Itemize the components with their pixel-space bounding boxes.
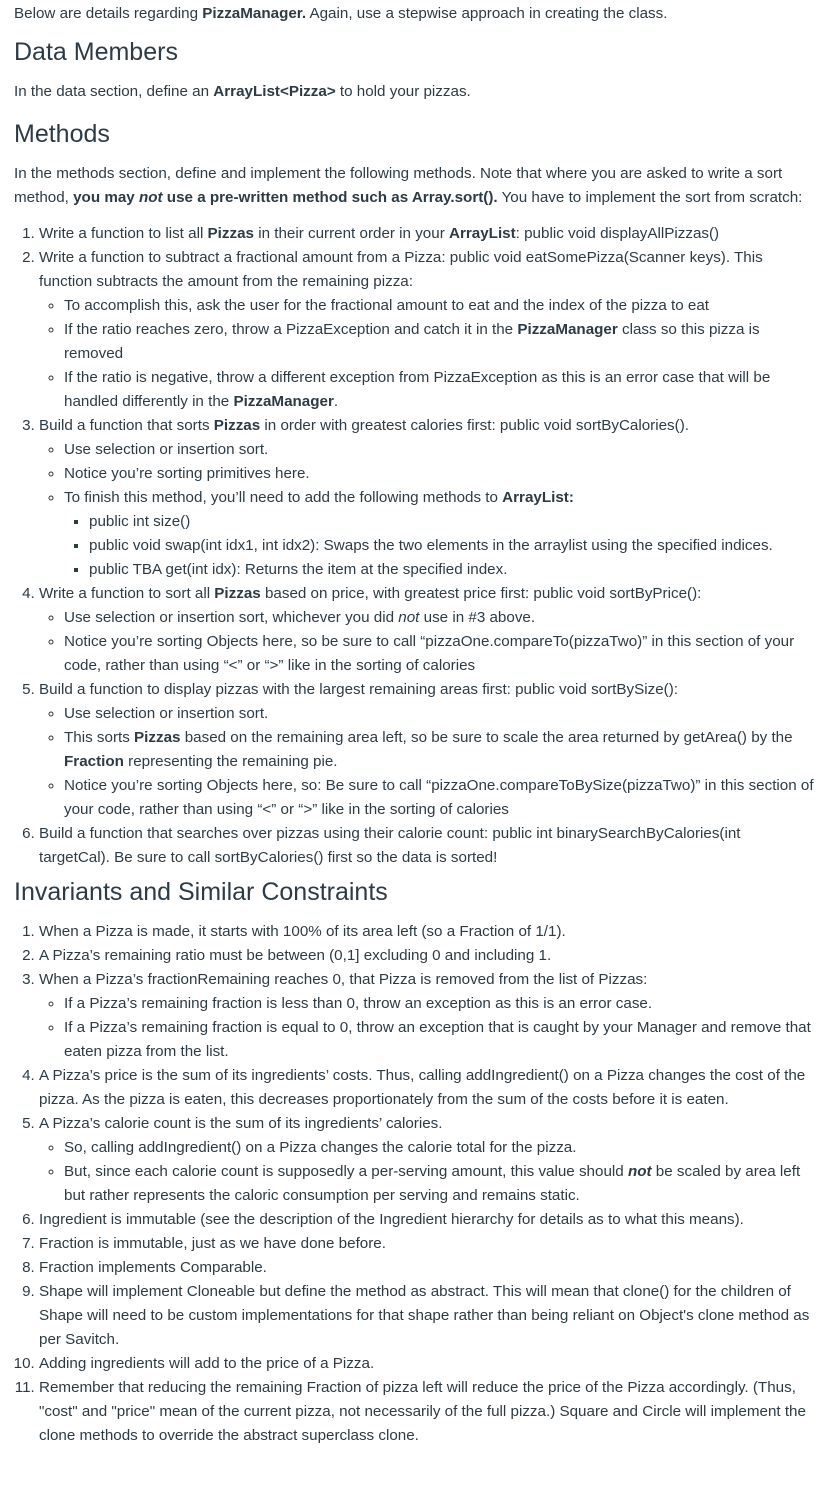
list-item: ◦ Notice you’re sorting Objects here, so: Be sure to call “pizzaOne.compareToBySize(pizzaTwo)” in this section of your code, rather than using “<” or “>” like in the sorting of calories	[64, 774, 814, 822]
methods-item-6: 6. Build a function that searches over pizzas using their calorie count: public int binarySearchByCalories(int targetCal). Be sure to call sortByCalories() first so the data is sorted!	[39, 822, 814, 870]
methods-item-1: 1. Write a function to list all Pizzas in their current order in your ArrayList: public void displayAllPizzas()	[39, 222, 814, 246]
data-members-paragraph: In the data section, define an ArrayList<Pizza> to hold your pizzas.	[14, 83, 471, 100]
invariants-heading: Invariants and Similar Constraints	[14, 878, 388, 906]
data-members-heading: Data Members	[14, 38, 178, 66]
invariants-item-7: 7. Fraction is immutable, just as we have done before.	[39, 1232, 814, 1256]
methods-item-5: 5. Build a function to display pizzas with the largest remaining areas first: public void sortBySize(): ◦ Use selection or insertion sort. ◦ This sorts Pizzas based on the remaining area left, so be sure to scale the area returned by getArea() by the Fraction representing the remaining pie. ◦ Notice you’re sorting Objects here, so: Be sure to call “pizzaOne.compareToBySize(pizzaTwo)” in this section of your code, rather than using “<” or “>” like in the sorting of calories	[39, 678, 814, 822]
invariants-item-6: 6. Ingredient is immutable (see the description of the Ingredient hierarchy for details as to what this means).	[39, 1208, 814, 1232]
list-item: ◦ If the ratio is negative, throw a different exception from PizzaException as this is an error case that will be handled differently in the PizzaManager.	[64, 366, 814, 414]
list-item: ◦ Use selection or insertion sort.	[64, 702, 814, 726]
methods-item-3: 3. Build a function that sorts Pizzas in order with greatest calories first: public void sortByCalories(). ◦ Use selection or insertion sort. ◦ Notice you’re sorting primitives here. ◦ To finish this method, you’ll need to add the following methods to ArrayList: ▪ public int size() ▪ public void swap(int idx1, int idx2): Swaps the two elements in the arraylist using the specified indices. ▪ public TBA get(int idx): Returns the item at the specified index.	[39, 414, 814, 582]
list-item: ◦ Use selection or insertion sort.	[64, 438, 814, 462]
list-item: ▪ public void swap(int idx1, int idx2): Swaps the two elements in the arraylist using the specified indices.	[89, 534, 814, 558]
arraylist-methods-sublist	[64, 510, 814, 582]
methods-item-3-sublist	[39, 438, 814, 582]
methods-item-2-sublist	[39, 294, 814, 414]
invariants-item-4: 4. A Pizza’s price is the sum of its ingredients’ costs. Thus, calling addIngredient() on a Pizza changes the cost of the pizza. As the pizza is eaten, this decreases proportionately from the sum of the costs before it is eaten.	[39, 1064, 814, 1112]
invariants-item-5-sublist	[39, 1136, 814, 1208]
methods-item-5-sublist	[39, 702, 814, 822]
invariants-item-1: 1. When a Pizza is made, it starts with 100% of its area left (so a Fraction of 1/1).	[39, 920, 814, 944]
invariants-item-9: 9. Shape will implement Cloneable but define the method as abstract. This will mean that clone() for the children of Shape will need to be custom implementations for that shape rather than being reliant on Object's clone method as per Savitch.	[39, 1280, 814, 1352]
methods-list	[14, 222, 814, 870]
list-item: ◦ Notice you’re sorting Objects here, so be sure to call “pizzaOne.compareTo(pizzaTwo)” in this section of your code, rather than using “<” or “>” like in the sorting of calories	[64, 630, 814, 678]
methods-item-4-sublist	[39, 606, 814, 678]
list-item: ◦ Use selection or insertion sort, whichever you did not use in #3 above.	[64, 606, 814, 630]
invariants-item-11: 11. Remember that reducing the remaining Fraction of pizza left will reduce the price of the Pizza accordingly. (Thus, "cost" and "price" mean of the current pizza, not necessarily of the full pizza.) Square and Circle will implement the clone methods to override the abstract superclass clone.	[39, 1376, 814, 1448]
list-item: ◦ Notice you’re sorting primitives here.	[64, 462, 814, 486]
list-item: ▪ public TBA get(int idx): Returns the item at the specified index.	[89, 558, 814, 582]
list-item: ◦ If a Pizza’s remaining fraction is equal to 0, throw an exception that is caught by your Manager and remove that eaten pizza from the list.	[64, 1016, 814, 1064]
invariants-item-10: 10. Adding ingredients will add to the price of a Pizza.	[39, 1352, 814, 1376]
invariants-item-8: 8. Fraction implements Comparable.	[39, 1256, 814, 1280]
methods-intro-paragraph: In the methods section, define and implement the following methods. Note that where you are asked to write a sort method, you may not use a pre-written method such as Array.sort(). You have to implement the sort from scratch:	[14, 165, 803, 206]
list-item: ◦ If a Pizza’s remaining fraction is less than 0, throw an exception as this is an error case.	[64, 992, 814, 1016]
list-item: ◦ So, calling addIngredient() on a Pizza changes the calorie total for the pizza.	[64, 1136, 814, 1160]
list-item: ◦ If the ratio reaches zero, throw a PizzaException and catch it in the PizzaManager class so this pizza is removed	[64, 318, 814, 366]
methods-heading: Methods	[14, 120, 110, 148]
methods-item-4: 4. Write a function to sort all Pizzas based on price, with greatest price first: public void sortByPrice(): ◦ Use selection or insertion sort, whichever you did not use in #3 above. ◦ Notice you’re sorting Objects here, so be sure to call “pizzaOne.compareTo(pizzaTwo)” in this section of your code, rather than using “<” or “>” like in the sorting of calories	[39, 582, 814, 678]
invariants-item-3-sublist	[39, 992, 814, 1064]
list-item: ◦ To accomplish this, ask the user for the fractional amount to eat and the index of the pizza to eat	[64, 294, 814, 318]
list-item: ▪ public int size()	[89, 510, 814, 534]
list-item: ◦ This sorts Pizzas based on the remaining area left, so be sure to scale the area returned by getArea() by the Fraction representing the remaining pie.	[64, 726, 814, 774]
intro-paragraph: Below are details regarding PizzaManager. Again, use a stepwise approach in creating the class.	[14, 5, 668, 22]
invariants-item-5: 5. A Pizza’s calorie count is the sum of its ingredients’ calories. ◦ So, calling addIngredient() on a Pizza changes the calorie total for the pizza. ◦ But, since each calorie count is supposedly a per-serving amount, this value should not be scaled by area left but rather represents the caloric consumption per serving and remains static.	[39, 1112, 814, 1208]
invariants-item-3: 3. When a Pizza’s fractionRemaining reaches 0, that Pizza is removed from the list of Pizzas: ◦ If a Pizza’s remaining fraction is less than 0, throw an exception as this is an error case. ◦ If a Pizza’s remaining fraction is equal to 0, throw an exception that is caught by your Manager and remove that eaten pizza from the list.	[39, 968, 814, 1064]
list-item: ◦ To finish this method, you’ll need to add the following methods to ArrayList: ▪ public int size() ▪ public void swap(int idx1, int idx2): Swaps the two elements in the arraylist using the specified indices. ▪ public TBA get(int idx): Returns the item at the specified index.	[64, 486, 814, 582]
methods-item-2: 2. Write a function to subtract a fractional amount from a Pizza: public void eatSomePizza(Scanner keys). This function subtracts the amount from the remaining pizza: ◦ To accomplish this, ask the user for the fractional amount to eat and the index of the pizza to eat ◦ If the ratio reaches zero, throw a PizzaException and catch it in the PizzaManager class so this pizza is removed ◦ If the ratio is negative, throw a different exception from PizzaException as this is an error case that will be handled differently in the PizzaManager.	[39, 246, 814, 414]
list-item: ◦ But, since each calorie count is supposedly a per-serving amount, this value should not be scaled by area left but rather represents the caloric consumption per serving and remains static.	[64, 1160, 814, 1208]
invariants-item-2: 2. A Pizza’s remaining ratio must be between (0,1] excluding 0 and including 1.	[39, 944, 814, 968]
invariants-list	[14, 920, 814, 1448]
